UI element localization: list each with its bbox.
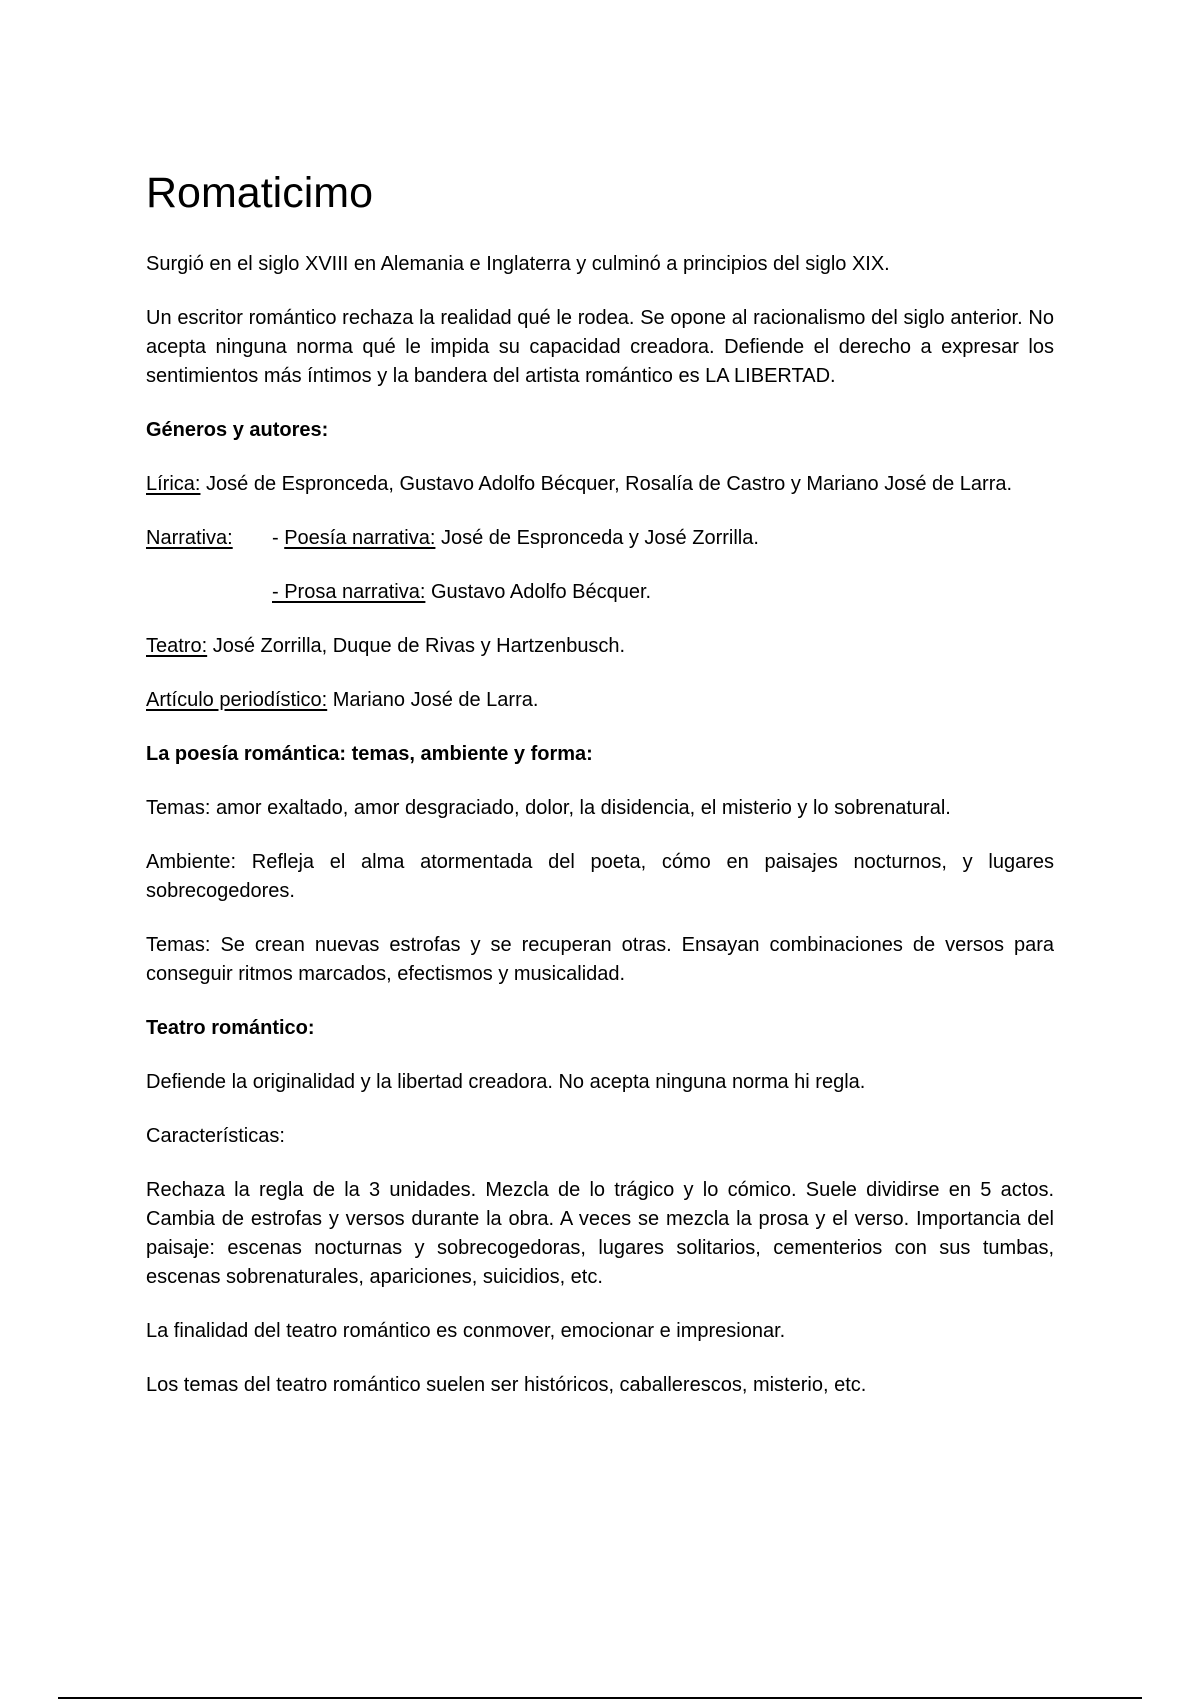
teatro-autores-paragraph	[146, 632, 1054, 661]
articulo-text: Mariano José de Larra.	[327, 689, 539, 711]
prosa-narrativa-line	[146, 578, 1054, 607]
poesia-narrativa-label: Poesía narrativa:	[284, 527, 436, 549]
generos-heading-text: Géneros y autores:	[146, 419, 329, 441]
poesia-temas-paragraph: Temas: amor exaltado, amor desgraciado, dolor, la disidencia, el misterio y lo sobrenatural.	[146, 797, 951, 819]
prosa-narrativa-text: Gustavo Adolfo Bécquer.	[425, 581, 652, 603]
articulo-label: Artículo periodístico:	[146, 689, 328, 711]
teatro-label: Teatro:	[146, 635, 208, 657]
poesia-narrativa-text: José de Espronceda y José Zorrilla.	[435, 527, 759, 549]
narrativa-label-wrap	[146, 524, 272, 553]
escritor-paragraph: Un escritor romántico rechaza la realidad qué le rodea. Se opone al racionalismo del siglo anterior. No acepta ninguna norma qué le impida su capacidad creadora. Defiende el derecho a expresar los sentimientos más íntimos y la bandera del artista romántico es LA LIBERTAD.	[146, 307, 1054, 387]
prosa-narrativa-label: - Prosa narrativa:	[272, 581, 426, 603]
teatro-finalidad-paragraph: La finalidad del teatro romántico es conmover, emocionar e impresionar.	[146, 1320, 786, 1342]
page-bottom-rule	[58, 1697, 1142, 1699]
poesia-heading	[146, 740, 1054, 769]
poesia-narrativa-prefix: -	[272, 527, 285, 549]
generos-heading	[146, 416, 1054, 445]
page-title: Romaticimo	[146, 169, 373, 217]
poesia-forma-paragraph: Temas: Se crean nuevas estrofas y se recuperan otras. Ensayan combinaciones de versos para conseguir ritmos marcados, efectismos y musicalidad.	[146, 934, 1054, 985]
teatro-defiende-paragraph: Defiende la originalidad y la libertad creadora. No acepta ninguna norma hi regla.	[146, 1071, 866, 1093]
teatro-heading-text: Teatro romántico:	[146, 1017, 315, 1039]
teatro-heading	[146, 1014, 1054, 1043]
poesia-ambiente-paragraph: Ambiente: Refleja el alma atormentada del poeta, cómo en paisajes nocturnos, y lugares sobrecogedores.	[146, 851, 1054, 902]
lirica-text: José de Espronceda, Gustavo Adolfo Bécquer, Rosalía de Castro y Mariano José de Larra.	[200, 473, 1013, 495]
teatro-text: José Zorrilla, Duque de Rivas y Hartzenbusch.	[207, 635, 626, 657]
lirica-paragraph	[146, 470, 1054, 499]
teatro-temas-paragraph: Los temas del teatro romántico suelen ser históricos, caballerescos, misterio, etc.	[146, 1374, 867, 1396]
intro-paragraph: Surgió en el siglo XVIII en Alemania e Inglaterra y culminó a principios del siglo XIX.	[146, 253, 890, 275]
poesia-heading-text: La poesía romántica: temas, ambiente y forma:	[146, 743, 593, 765]
narrativa-row	[146, 524, 1054, 553]
document-page	[146, 168, 1054, 1425]
narrativa-label: Narrativa:	[146, 527, 233, 549]
lirica-label: Lírica:	[146, 473, 201, 495]
caracteristicas-paragraph: Rechaza la regla de la 3 unidades. Mezcla de lo trágico y lo cómico. Suele dividirse en 5 actos. Cambia de estrofas y versos durante la obra. A veces se mezcla la prosa y el verso. Importancia del paisaje: escenas nocturnas y sobrecogedoras, lugares solitarios, cementerios con sus tumbas, escenas sobrenaturales, apariciones, suicidios, etc.	[146, 1179, 1054, 1288]
poesia-narrativa-line	[272, 524, 759, 553]
caracteristicas-label: Características:	[146, 1125, 285, 1147]
articulo-paragraph	[146, 686, 1054, 715]
